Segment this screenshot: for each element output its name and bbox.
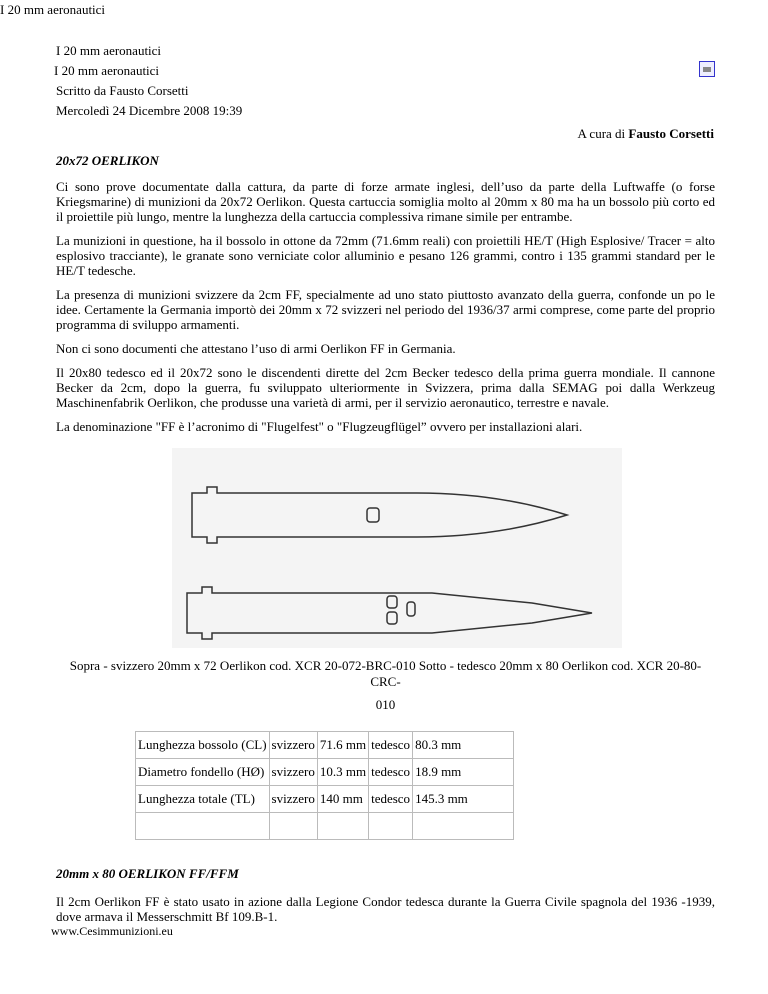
- cartridge-drawing: [172, 448, 622, 648]
- cell: 71.6 mm: [317, 732, 368, 759]
- article-title-link[interactable]: I 20 mm aeronautici: [54, 63, 160, 78]
- article-title: I 20 mm aeronautici: [56, 43, 162, 58]
- table-row: [136, 759, 514, 786]
- figure-caption-cont: 010: [375, 697, 396, 712]
- window-title: I 20 mm aeronautici: [0, 2, 106, 17]
- figure-caption: Sopra - svizzero 20mm x 72 Oerlikon cod. XCR 20-072-BRC-010 Sotto - tedesco 20mm x 80 Oerlikon cod. XCR 20-80-CRC-: [69, 658, 702, 689]
- cell: Lunghezza totale (TL): [136, 786, 270, 813]
- section-heading: 20mm x 80 OERLIKON FF/FFM: [56, 866, 239, 881]
- paragraph: Il 2cm Oerlikon FF è stato usato in azione dalla Legione Condor tedesca durante la Guerra Civile spagnola del 1936 -1939, dove armava il Messerschmitt Bf 109.B-1.: [56, 894, 715, 924]
- cell: 140 mm: [317, 786, 368, 813]
- author: Scritto da Fausto Corsetti: [56, 83, 189, 98]
- cell: Lunghezza bossolo (CL): [136, 732, 270, 759]
- table-row: [136, 813, 514, 840]
- cell: svizzero: [269, 759, 317, 786]
- table-row: [136, 786, 514, 813]
- paragraph: La presenza di munizioni svizzere da 2cm FF, specialmente ad uno stato piuttosto avanzato della guerra, confonde un po le idee. Certamente la Germania importò dei 20mm x 72 svizzeri nel periodo del 1936/37 armi comprese, come parte del proprio programma di sviluppo armamenti.: [56, 287, 715, 332]
- footer-url[interactable]: www.Cesimmunizioni.eu: [51, 924, 173, 938]
- cell: [369, 813, 413, 840]
- cell: tedesco: [369, 732, 413, 759]
- curator-name: Fausto Corsetti: [628, 126, 714, 141]
- curated-label: A cura di: [577, 126, 629, 141]
- cell: [317, 813, 368, 840]
- paragraph: Ci sono prove documentate dalla cattura, da parte di forze armate inglesi, dell’uso da parte della Luftwaffe (o forse Kriegsmarine) di munizioni da 20x72 Oerlikon. Questa cartuccia somiglia molto al 20mm x 80 ma ha un bossolo più corto ed il proiettile più lungo, mentre la lunghezza della cartuccia complessiva rimane simile per entrambe.: [56, 179, 715, 224]
- cell: tedesco: [369, 786, 413, 813]
- cell: svizzero: [269, 786, 317, 813]
- cell: [269, 813, 317, 840]
- print-icon[interactable]: [699, 61, 715, 77]
- section-heading: 20x72 OERLIKON: [56, 153, 159, 168]
- cell: 145.3 mm: [413, 786, 514, 813]
- dimensions-table: [135, 731, 514, 840]
- cell: tedesco: [369, 759, 413, 786]
- cell: 10.3 mm: [317, 759, 368, 786]
- paragraph: Non ci sono documenti che attestano l’uso di armi Oerlikon FF in Germania.: [56, 341, 456, 356]
- curated-by: [578, 126, 714, 142]
- cell: 80.3 mm: [413, 732, 514, 759]
- table-row: [136, 732, 514, 759]
- cell: svizzero: [269, 732, 317, 759]
- cell: [136, 813, 270, 840]
- paragraph: Il 20x80 tedesco ed il 20x72 sono le discendenti dirette del 2cm Becker tedesco della prima guerra mondiale. Il cannone Becker da 2cm, dopo la guerra, fu sviluppato ulteriormente in Svizzera, prima dalla SEMAG poi dalla Werkzeug Maschinenfabrik Oerlikon, che produsse una varietà di armi, per il servizio aeronautico, terrestre e navale.: [56, 365, 715, 410]
- date: Mercoledì 24 Dicembre 2008 19:39: [56, 103, 243, 118]
- cell: Diametro fondello (HØ): [136, 759, 270, 786]
- paragraph: La denominazione "FF è l’acronimo di "Flugelfest" o "Flugzeugflügel” ovvero per installazioni alari.: [56, 419, 583, 434]
- cell: [413, 813, 514, 840]
- article-body: [51, 179, 715, 939]
- cell: 18.9 mm: [413, 759, 514, 786]
- paragraph: La munizioni in questione, ha il bossolo in ottone da 72mm (71.6mm reali) con proiettili HE/T (High Esplosive/ Tracer = alto esplosivo tracciante), le granate sono verniciate color alluminio e pesano 126 grammi, contro i 135 grammi standard per le HE/T tedesche.: [56, 233, 715, 278]
